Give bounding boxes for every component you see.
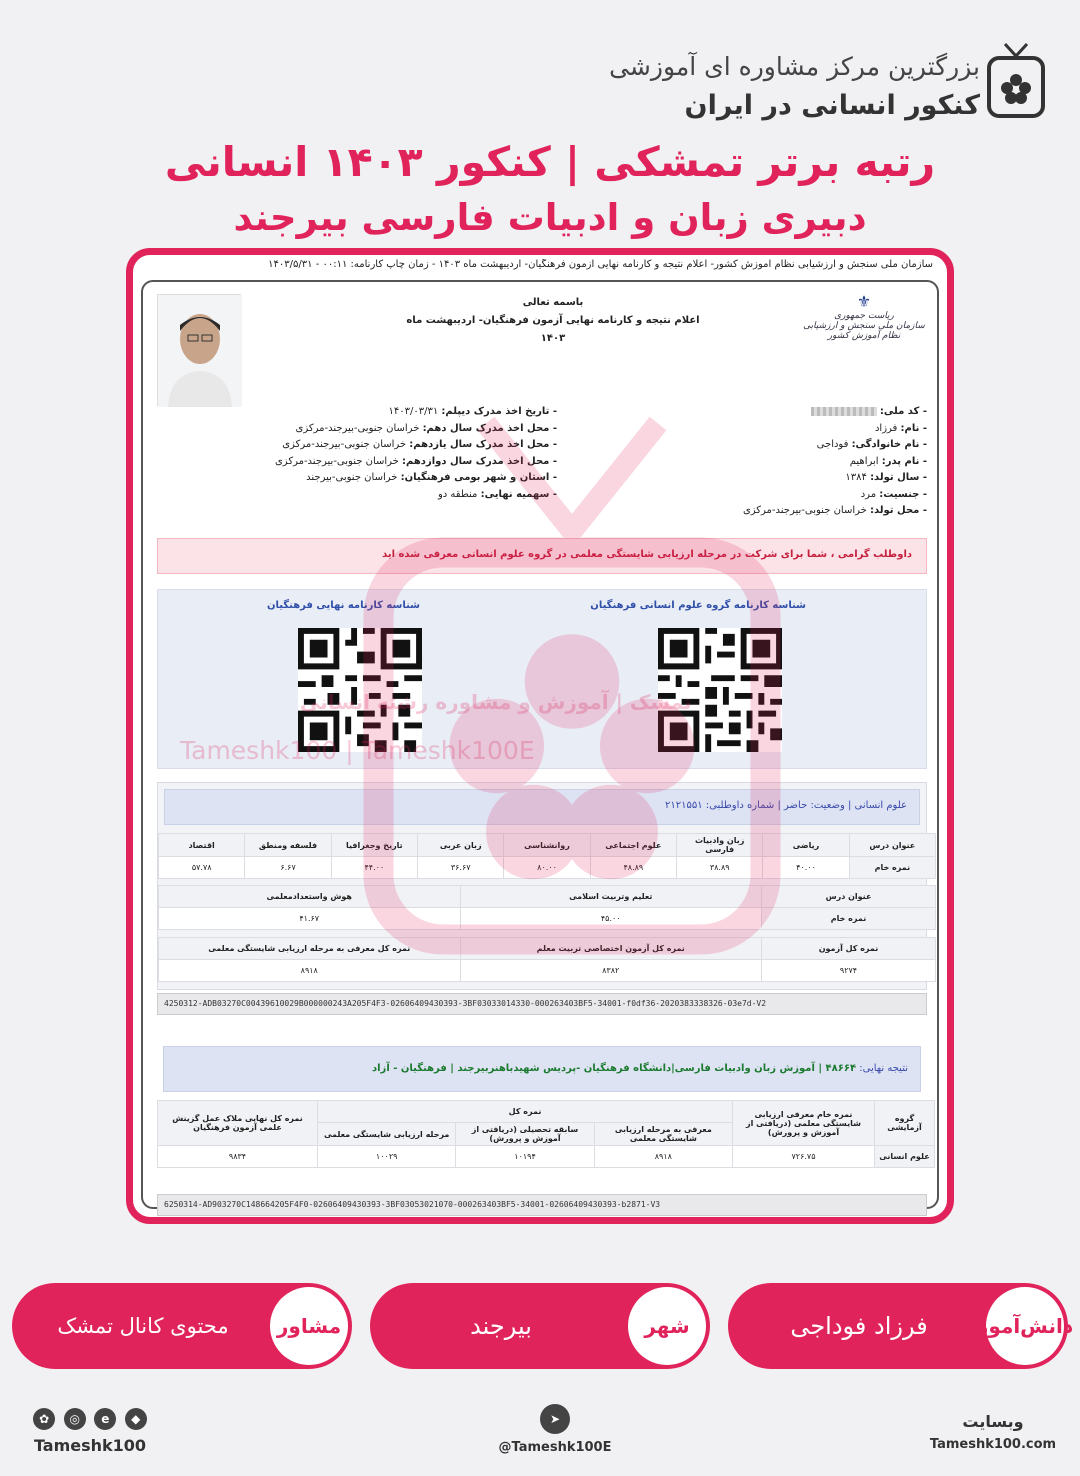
aparat-icon: ✿ (33, 1408, 55, 1430)
brand-logo-icon (985, 40, 1047, 120)
table-header: اقتصاد (159, 834, 245, 857)
table-cell: ۹۲۷۴ (762, 960, 936, 982)
page-subtitle: دبیری زبان و ادبیات فارسی بیرجند (233, 196, 867, 239)
advisor-name: محتوی کانال تمشک (57, 1314, 229, 1338)
table-header: نمره کل آزمون اختصاصی تربیت معلم (460, 938, 762, 960)
website-url: Tameshk100.com (929, 1437, 1057, 1452)
table-cell: ۸۰.۰۰ (504, 857, 590, 879)
table-cell: ۴۴.۰۰ (331, 857, 417, 879)
table-header: نمره کل نهایی ملاک عمل گزینش علمی آزمون فرهنگیان (158, 1101, 318, 1146)
final-result-label: نتیجه نهایی: (859, 1063, 908, 1074)
info-row: - نام: فرزاد (874, 422, 927, 434)
city-name: بیرجند (470, 1312, 532, 1340)
emblem-line2: سازمان ملی سنجش و ارزشیابی نظام آموزش کشور (803, 321, 925, 341)
student-pill (728, 1283, 1074, 1369)
table-header: عنوان درس (849, 834, 935, 857)
table-cell: ۸۹۱۸ (159, 960, 461, 982)
info-row: - کد ملی: (587, 404, 927, 421)
table-header: تاریخ وجغرافیا (331, 834, 417, 857)
table-cell: ۷۲۶.۷۵ (733, 1146, 875, 1168)
final-result-panel (157, 1040, 927, 1106)
table-header: معرفی به مرحله ارزیابی شایستگی معلمی (594, 1123, 732, 1146)
personal-info (587, 404, 927, 520)
notice-banner: داوطلب گرامی ، شما برای شرکت در مرحله ارزیابی شایستگی معلمی در گروه علوم انسانی معرفی شده اید (157, 538, 927, 574)
table-cell: ۴۸.۸۹ (590, 857, 676, 879)
table-row-label: نمره خام (762, 908, 936, 930)
student-tag: دانش‌آموز (986, 1287, 1064, 1365)
diploma-info (237, 404, 557, 503)
rubika-icon: ◆ (125, 1408, 147, 1430)
student-name: فرزاد فوداجی (790, 1312, 928, 1340)
final-scores-table (157, 1100, 935, 1168)
info-row: - تاریخ اخذ مدرک دیپلم: ۱۴۰۳/۰۳/۳۱ (388, 406, 557, 417)
qr-left-title: شناسه کارنامه نهایی فرهنگیان (266, 600, 420, 611)
table-cell: ۹۸۳۴ (158, 1146, 318, 1168)
social-links[interactable] (20, 1408, 160, 1455)
city-pill (370, 1283, 710, 1369)
table-cell: علوم انسانی (875, 1146, 935, 1168)
table-header: نمره کل (318, 1101, 733, 1123)
table-header: روانشناسی (504, 834, 590, 857)
table-header: زبان عربی (418, 834, 504, 857)
info-row: - سال تولد: ۱۳۸۴ (845, 472, 927, 483)
organization-emblem (799, 292, 929, 341)
info-row: - سهمیه نهایی: منطقه دو (437, 488, 557, 500)
table-cell: ۱۰۱۹۴ (456, 1146, 594, 1168)
table-cell: ۳۸.۸۹ (677, 857, 763, 879)
table-cell: ۸۳۸۲ (460, 960, 762, 982)
instagram-icon: ◎ (64, 1408, 86, 1430)
advisor-tag: مشاور (270, 1287, 348, 1365)
table-header: ریاضی (763, 834, 849, 857)
table-cell: ۶.۶۷ (245, 857, 331, 879)
table-cell: ۵۷.۷۸ (159, 857, 245, 879)
telegram-link[interactable] (480, 1404, 630, 1455)
brand-tagline: بزرگترین مرکز مشاوره ای آموزشی (609, 52, 980, 81)
table-header: هوش واستعدادمعلمی (159, 886, 461, 908)
print-info-line: سازمان ملی سنجش و ارزشیابی نظام آموزش کشور- اعلام نتیجه و کارنامه نهایی آزمون فرهنگیان- اردیبهشت ماه ۱۴۰۳ - زمان چاپ کارنامه: ۰۰:۱۱ - ۱۴۰۳/۵/۳۱ (268, 259, 933, 270)
advisor-pill (12, 1283, 352, 1369)
table-header: گروه آزمایشی (875, 1101, 935, 1146)
table-header: نمره کل معرفی به مرحله ارزیابی شایستگی معلمی (159, 938, 461, 960)
table-cell: ۴۵.۰۰ (460, 908, 762, 930)
brand-name: کنکور انسانی در ایران (684, 90, 980, 121)
table-header: علوم اجتماعی (590, 834, 676, 857)
table-header: نمره خام معرفی ارزیابی شایستگی معلمی (دریافتی از آموزش و پرورش) (733, 1101, 875, 1146)
table-header: زبان وادبیات فارسی (677, 834, 763, 857)
table-header: مرحله ارزیابی شایستگی معلمی (318, 1123, 456, 1146)
verification-hash: 6250314-AD903270C148664205F4F0-02606409430393-3BF03053021070-000263403BF5-34001-02606409430393-b2871-V3 (157, 1194, 927, 1216)
city-tag: شهر (628, 1287, 706, 1365)
table-header: نمره کل آزمون (762, 938, 936, 960)
document-heading (393, 294, 713, 348)
table-cell: ۱۰۰۲۹ (318, 1146, 456, 1168)
watermark-social-text: Tameshk100 | Tameshk100E (180, 736, 535, 765)
total-scores-table (158, 937, 936, 982)
heading-title: اعلام نتیجه و کارنامه نهایی آزمون فرهنگیان- اردیبهشت ماه ۱۴۰۳ (406, 315, 700, 344)
info-row: - نام خانوادگی: فوداجی (816, 439, 927, 450)
table-cell: ۸۹۱۸ (594, 1146, 732, 1168)
general-scores-table (158, 885, 936, 930)
info-row: - جنسیت: مرد (860, 488, 927, 500)
telegram-icon: ➤ (540, 1404, 570, 1434)
table-header: فلسفه ومنطق (245, 834, 331, 857)
table-header: سابقه تحصیلی (دریافتی از آموزش و پرورش) (456, 1123, 594, 1146)
heading-basmala: باسمه تعالی (522, 297, 584, 308)
status-line: علوم انسانی | وضعیت: حاضر | شماره داوطلبی: ۲۱۲۱۵۵۱ (164, 789, 920, 825)
table-cell: ۴۰.۰۰ (763, 857, 849, 879)
subject-scores-table (158, 833, 936, 879)
table-header: عنوان درس (762, 886, 936, 908)
info-row: - استان و شهر بومی فرهنگیان: خراسان جنوبی-بیرجند (306, 472, 557, 483)
page-title: رتبه برتر تمشکی | کنکور ۱۴۰۳ انسانی (164, 138, 936, 186)
final-result-value: ۴۸۶۶۴ | آموزش زبان وادبیات فارسی|دانشگاه فرهنگیان -پردیس شهیدباهنربیرجند | فرهنگیان - آزاد (372, 1063, 857, 1074)
eitaa-icon: e (94, 1408, 116, 1430)
info-row: - محل اخذ مدرک سال یازدهم: خراسان جنوبی-بیرجند-مرکزی (282, 439, 557, 450)
candidate-photo (157, 294, 241, 406)
info-row: - محل تولد: خراسان جنوبی-بیرجند-مرکزی (742, 505, 927, 516)
info-row: - نام پدر: ابراهیم (849, 455, 927, 467)
redacted-id (811, 407, 877, 416)
website-label: وبسایت (962, 1412, 1024, 1431)
table-header: تعلیم وتربیت اسلامی (460, 886, 762, 908)
table-cell: ۴۱.۶۷ (159, 908, 461, 930)
scores-panel (157, 782, 927, 990)
emblem-line1: ریاست جمهوری (834, 311, 894, 321)
social-handle: Tameshk100 (33, 1436, 147, 1455)
info-row: - محل اخذ مدرک سال دوازدهم: خراسان جنوبی-بیرجند-مرکزی (274, 455, 557, 467)
table-row-label: نمره خام (849, 857, 935, 879)
watermark-text: تمشک | آموزش و مشاوره رشته انسانی (300, 690, 692, 714)
emblem-icon: ⚜ (856, 292, 872, 311)
final-result-box (163, 1046, 921, 1092)
qr-right-title: شناسه کارنامه گروه علوم انسانی فرهنگیان (590, 600, 806, 611)
website-link[interactable] (928, 1412, 1058, 1452)
telegram-handle: @Tameshk100E (498, 1440, 612, 1455)
table-cell: ۳۶.۶۷ (418, 857, 504, 879)
verification-hash: 4250312-ADB03270C00439610029B000000243A205F4F3-02606409430393-3BF03033014330-000263403BF5-34001-f0df36-2020383338326-03e7d-V2 (157, 993, 927, 1015)
info-row: - محل اخذ مدرک سال دهم: خراسان جنوبی-بیرجند-مرکزی (295, 422, 557, 434)
